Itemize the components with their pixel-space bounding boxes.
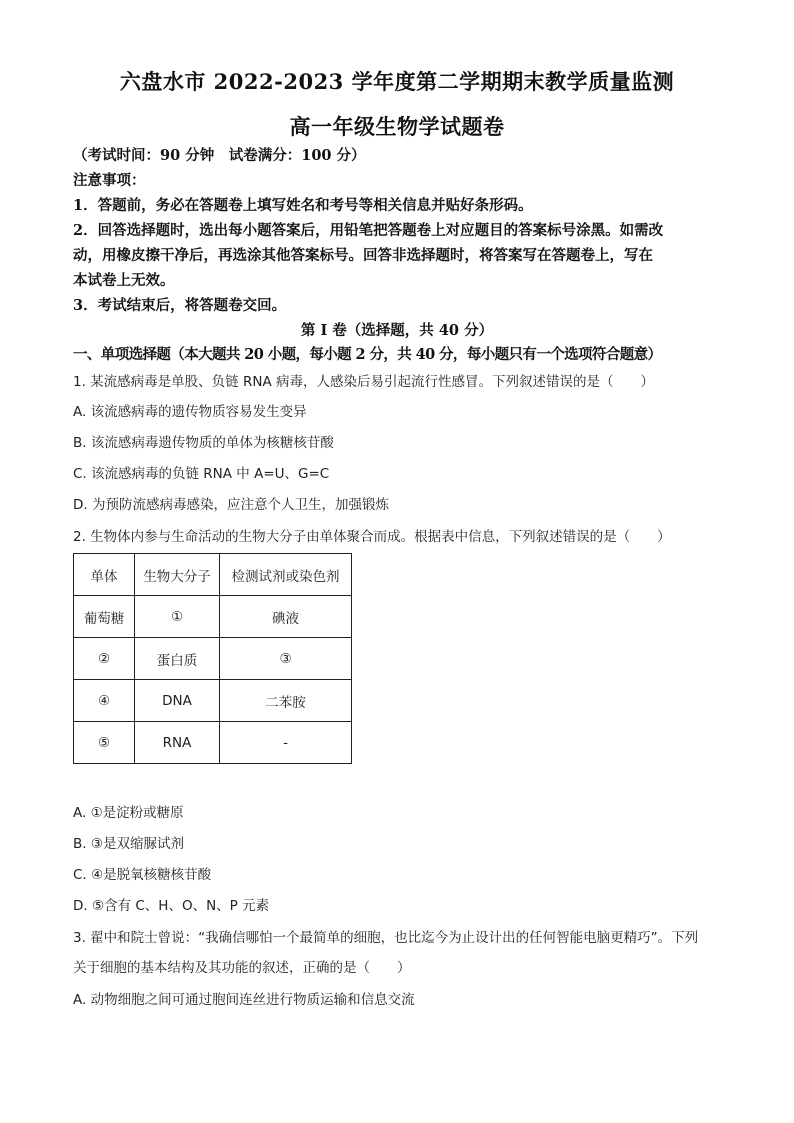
table-cell: ④ [74,680,135,722]
q2-option-a: A. ①是淀粉或糖原 [73,805,184,821]
notice-heading: 注意事项： [73,172,146,189]
table-header-cell: 检测试剂或染色剂 [220,554,352,596]
table-cell: DNA [135,680,220,722]
exam-info: （考试时间：90 分钟 试卷满分：100 分） [73,147,366,164]
table-cell: 葡萄糖 [74,596,135,638]
table-cell: ① [135,596,220,638]
notice-item: 2．回答选择题时，选出每小题答案后，用铅笔把答题卷上对应题目的答案标号涂黑。如需改 [73,222,664,239]
section-title: 第 I 卷（选择题，共 40 分） [300,322,494,339]
notice-item: 动，用橡皮擦干净后，再选涂其他答案标号。回答非选择题时，将答案写在答题卷上，写在 [73,247,653,264]
part-heading: 一、单项选择题（本大题共 20 小题，每小题 2 分，共 40 分，每小题只有一个选项符合题意） [73,346,662,363]
q3-stem-cont: 关于细胞的基本结构及其功能的叙述，正确的是（ ） [73,960,411,976]
table-row [74,596,352,638]
q1-option-b: B. 该流感病毒遗传物质的单体为核糖核苷酸 [73,435,334,451]
table-row [74,680,352,722]
q2-table [73,553,352,764]
notice-item: 本试卷上无效。 [73,272,175,289]
table-row [74,638,352,680]
table-header-cell: 单体 [74,554,135,596]
table-cell: 碘液 [220,596,352,638]
table-header-row [74,554,352,596]
table-header-cell: 生物大分子 [135,554,220,596]
q2-option-d: D. ⑤含有 C、H、O、N、P 元素 [73,898,270,914]
q2-option-c: C. ④是脱氧核糖核苷酸 [73,867,212,883]
exam-subtitle: 高一年级生物学试题卷 [289,114,505,139]
table-cell: ③ [220,638,352,680]
table-row [74,722,352,764]
q2-option-b: B. ③是双缩脲试剂 [73,836,184,852]
q1-option-c: C. 该流感病毒的负链 RNA 中 A=U、G=C [73,466,330,482]
exam-title: 六盘水市 2022-2023 学年度第二学期期末教学质量监测 [119,69,675,94]
q1-option-d: D. 为预防流感病毒感染，应注意个人卫生，加强锻炼 [73,497,389,513]
table-cell: RNA [135,722,220,764]
table-cell: ② [74,638,135,680]
q1-option-a: A. 该流感病毒的遗传物质容易发生变异 [73,404,307,420]
table-cell: 二苯胺 [220,680,352,722]
q3-stem: 3. 翟中和院士曾说：“我确信哪怕一个最简单的细胞，也比迄今为止设计出的任何智能电脑更精巧”。下列 [73,930,699,946]
table-cell: 蛋白质 [135,638,220,680]
notice-item: 3．考试结束后，将答题卷交回。 [73,297,287,314]
notice-item: 1．答题前，务必在答题卷上填写姓名和考号等相关信息并贴好条形码。 [73,197,533,214]
q3-option-a: A. 动物细胞之间可通过胞间连丝进行物质运输和信息交流 [73,992,415,1008]
table-cell: - [220,722,352,764]
q1-stem: 1. 某流感病毒是单股、负链 RNA 病毒，人感染后易引起流行性感冒。下列叙述错误的是（ ） [73,374,654,390]
q2-stem: 2. 生物体内参与生命活动的生物大分子由单体聚合而成。根据表中信息，下列叙述错误的是（ ） [73,529,671,545]
table-cell: ⑤ [74,722,135,764]
